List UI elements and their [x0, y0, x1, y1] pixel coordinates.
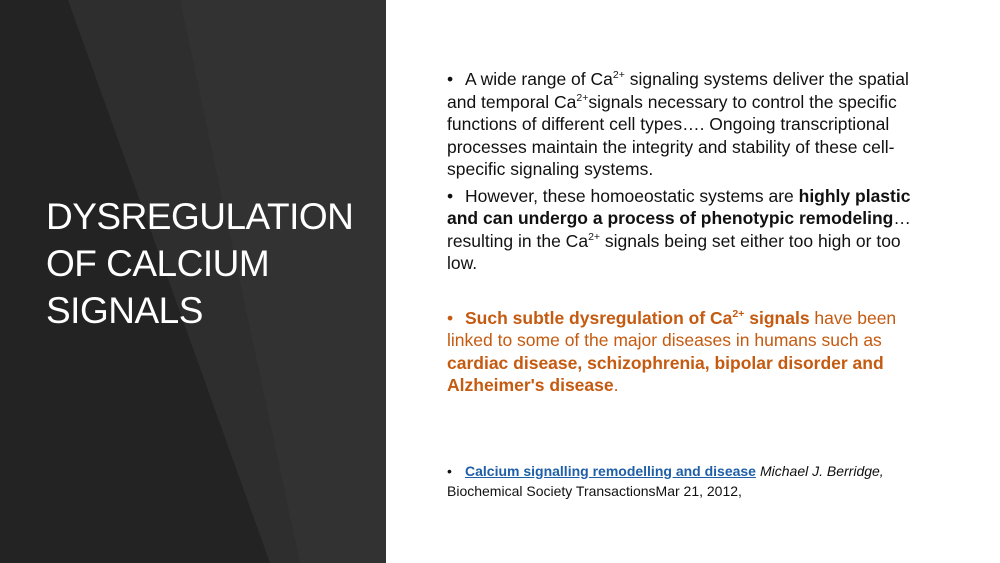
bullet-disease-link: [447, 307, 925, 397]
bullet-bold-text: highly plastic and can undergo a process of phenotypic remodeling: [447, 185, 911, 228]
reference-author: Michael J. Berridge,: [759, 462, 884, 479]
bullet-reference: [447, 461, 925, 501]
bullet-text: A wide range of Ca: [465, 69, 613, 89]
bullet-text: However, these homoeostatic systems are: [465, 185, 799, 206]
superscript: 2+: [576, 91, 589, 104]
reference-source: Biochemical Society TransactionsMar 21, 2012,: [447, 482, 742, 499]
bullet-ca-signaling-systems: [447, 68, 925, 181]
bullet-text: signals being set either too high or too low.: [447, 230, 901, 273]
reference-link[interactable]: Calcium signalling remodelling and disease: [465, 462, 756, 479]
superscript: 2+: [732, 307, 745, 320]
content-area: [447, 68, 925, 501]
bullet-dot: •: [447, 69, 454, 89]
bullet-bold-text: Such subtle dysregulation of Ca: [465, 307, 733, 328]
bullet-text: signaling systems deliver the spatial and temporal Ca: [447, 69, 909, 112]
bullet-bold-text: cardiac disease, schizophrenia, bipolar disorder and Alzheimer's disease: [447, 352, 884, 395]
bullet-bold-text: signals: [744, 307, 810, 328]
superscript: 2+: [588, 230, 601, 243]
bullet-homoeostatic-systems: [447, 185, 925, 275]
superscript: 2+: [612, 69, 625, 82]
bullet-dot: •: [447, 185, 454, 206]
slide-title: DYSREGULATION OF CALCIUM SIGNALS: [46, 196, 354, 331]
title-panel: [0, 0, 386, 563]
bullet-text: .: [613, 375, 619, 395]
bullet-text: … resulting in the Ca: [447, 208, 911, 251]
bullet-dot: •: [447, 462, 452, 479]
bullet-text: signals necessary to control the specific functions of different cell types…. Ongoing transcriptional processes maintain the integrity and stability of these cell-specific signaling systems.: [447, 91, 897, 179]
bullet-text: have been linked to some of the major diseases in humans such as: [447, 307, 897, 350]
bullet-dot: •: [447, 307, 454, 328]
